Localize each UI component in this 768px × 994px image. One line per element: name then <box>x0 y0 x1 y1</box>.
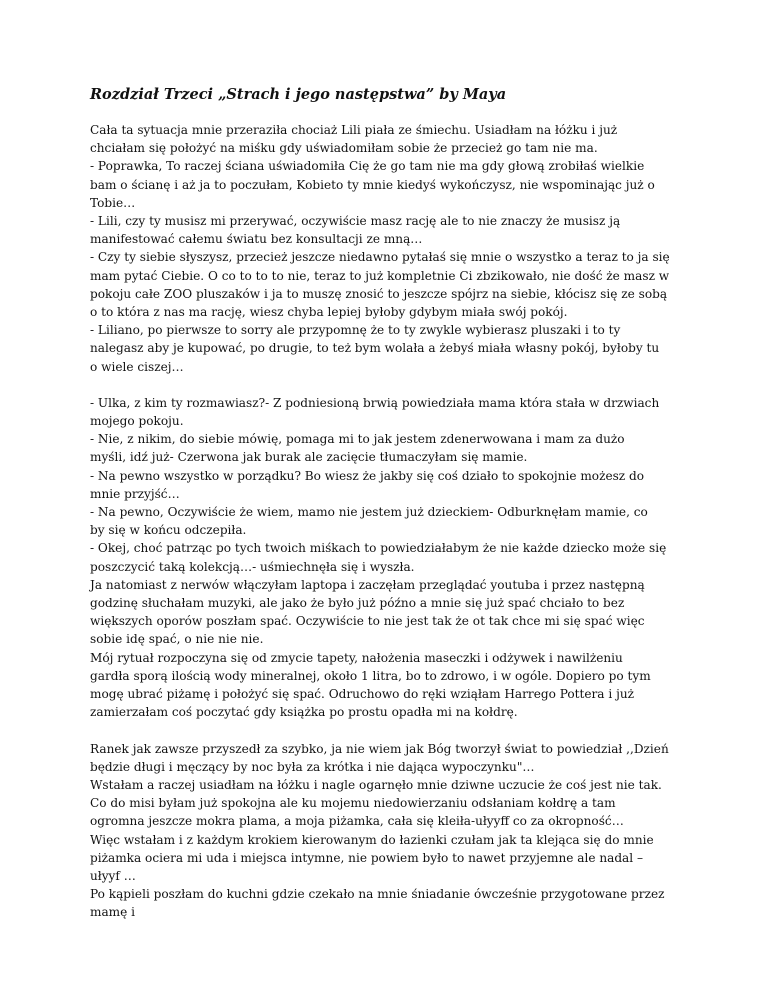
text-line: pokoju całe ZOO pluszaków i ja to muszę znosić to jeszcze spójrz na siebie, kłócisz się ze sobą <box>90 286 668 301</box>
text-line: by się w końcu odczepiła. <box>90 523 247 538</box>
text-line: mojego pokoju. <box>90 414 184 429</box>
text-line: Mój rytuał rozpoczyna się od zmycie tapety, nałożenia maseczki i odżywek i nawilżeniu <box>90 650 623 665</box>
paragraph-gap <box>90 722 680 740</box>
text-line: mnie przyjść… <box>90 486 180 501</box>
text-line: mamę i <box>90 905 136 920</box>
text-line: - Na pewno, Oczywiście że wiem, mamo nie jestem już dzieckiem- Odburknęłam mamie, co <box>90 505 648 520</box>
text-line: - Okej, choć patrząc po tych twoich miśkach to powiedziałabym że nie każde dziecko może się <box>90 541 667 556</box>
text-line: o wiele ciszej… <box>90 359 184 374</box>
text-line: - Nie, z nikim, do siebie mówię, pomaga mi to jak jestem zdenerwowana i mam za dużo <box>90 432 625 447</box>
text-line: - Ulka, z kim ty rozmawiasz?- Z podniesioną brwią powiedziała mama która stała w drzwiach <box>90 395 660 410</box>
text-line: Ranek jak zawsze przyszedł za szybko, ja nie wiem jak Bóg tworzył świat to powiedział ,,Dzień <box>90 741 669 756</box>
document-body <box>90 121 680 922</box>
text-line: Co do misi byłam już spokojna ale ku mojemu niedowierzaniu odsłaniam kołdrę a tam <box>90 796 616 811</box>
text-line: mam pytać Ciebie. O co to to to nie, teraz to już kompletnie Ci zbzikowało, nie dość że masz w <box>90 268 670 283</box>
text-line: - Lili, czy ty musisz mi przerywać, oczywiście masz rację ale to nie znaczy że musisz ją <box>90 214 621 229</box>
text-line: zamierzałam coś poczytać gdy książka po prostu opadła mi na kołdrę. <box>90 705 518 720</box>
text-line: - Na pewno wszystko w porządku? Bo wiesz że jakby się coś działo to spokojnie możesz do <box>90 468 645 483</box>
text-line: ogromna jeszcze mokra plama, a moja piżamka, cała się kleiła-ułyyff co za okropność… <box>90 814 624 829</box>
text-line: Tobie… <box>90 195 136 210</box>
text-line: gardła sporą ilością wody mineralnej, około 1 litra, bo to zdrowo, i w ogóle. Dopiero po tym <box>90 668 651 683</box>
text-line: będzie długi i męczący by noc była za krótka i nie dająca wypoczynku"… <box>90 759 535 774</box>
paragraph <box>90 740 680 922</box>
text-line: piżamka ociera mi uda i miejsca intymne, nie powiem było to nawet przyjemne ale nadal – <box>90 850 644 865</box>
text-line: myśli, idź już- Czerwona jak burak ale zacięcie tłumaczyłam się mamie. <box>90 450 528 465</box>
text-line: godzinę słuchałam muzyki, ale jako że było już późno a mnie się już spać chciało to bez <box>90 596 625 611</box>
text-line: ułyyf … <box>90 868 136 883</box>
paragraph <box>90 121 680 376</box>
text-line: Wstałam a raczej usiadłam na łóżku i nagle ogarnęło mnie dziwne uczucie że coś jest nie tak. <box>90 777 662 792</box>
text-line: Ja natomiast z nerwów włączyłam laptopa i zaczęłam przeglądać youtuba i przez następną <box>90 577 645 592</box>
text-line: Po kąpieli poszłam do kuchni gdzie czekało na mnie śniadanie ówcześnie przygotowane przez <box>90 887 665 902</box>
paragraph <box>90 394 680 722</box>
text-line: nalegasz aby je kupować, po drugie, to też bym wolała a żebyś miała własny pokój, byłoby tu <box>90 341 660 356</box>
text-line: Więc wstałam i z każdym krokiem kierowanym do łazienki czułam jak ta klejąca się do mnie <box>90 832 654 847</box>
text-line: - Czy ty siebie słyszysz, przecież jeszcze niedawno pytałaś się mnie o wszystko a teraz to ja się <box>90 250 670 265</box>
text-line: o to która z nas ma rację, wiesz chyba lepiej byłoby gdybym miała swój pokój. <box>90 305 568 320</box>
text-line: sobie idę spać, o nie nie nie. <box>90 632 264 647</box>
text-line: większych oporów poszłam spać. Oczywiście to nie jest tak że ot tak chce mi się spać więc <box>90 614 645 629</box>
text-line: - Poprawka, To raczej ściana uświadomiła Cię że go tam nie ma gdy głową zrobiłaś wielkie <box>90 159 645 174</box>
chapter-title: Rozdział Trzeci „Strach i jego następstwa” by Maya <box>90 86 507 103</box>
document-page <box>90 86 680 922</box>
text-line: Cała ta sytuacja mnie przeraziła chociaż Lili piała ze śmiechu. Usiadłam na łóżku i już <box>90 123 618 137</box>
text-line: poszczycić taką kolekcją…- uśmiechnęła się i wyszła. <box>90 559 415 574</box>
text-line: manifestować całemu światu bez konsultacji ze mną… <box>90 232 423 247</box>
text-line: bam o ścianę i aż ja to poczułam, Kobieto ty mnie kiedyś wykończysz, nie wspominając już o <box>90 177 655 192</box>
paragraph-gap <box>90 376 680 394</box>
text-line: chciałam się położyć na miśku gdy uświadomiłam sobie że przecież go tam nie ma. <box>90 141 598 156</box>
text-line: - Liliano, po pierwsze to sorry ale przypomnę że to ty zwykle wybierasz pluszaki i to ty <box>90 323 621 338</box>
text-line: mogę ubrać piżamę i położyć się spać. Odruchowo do ręki wziąłam Harrego Pottera i już <box>90 687 634 702</box>
